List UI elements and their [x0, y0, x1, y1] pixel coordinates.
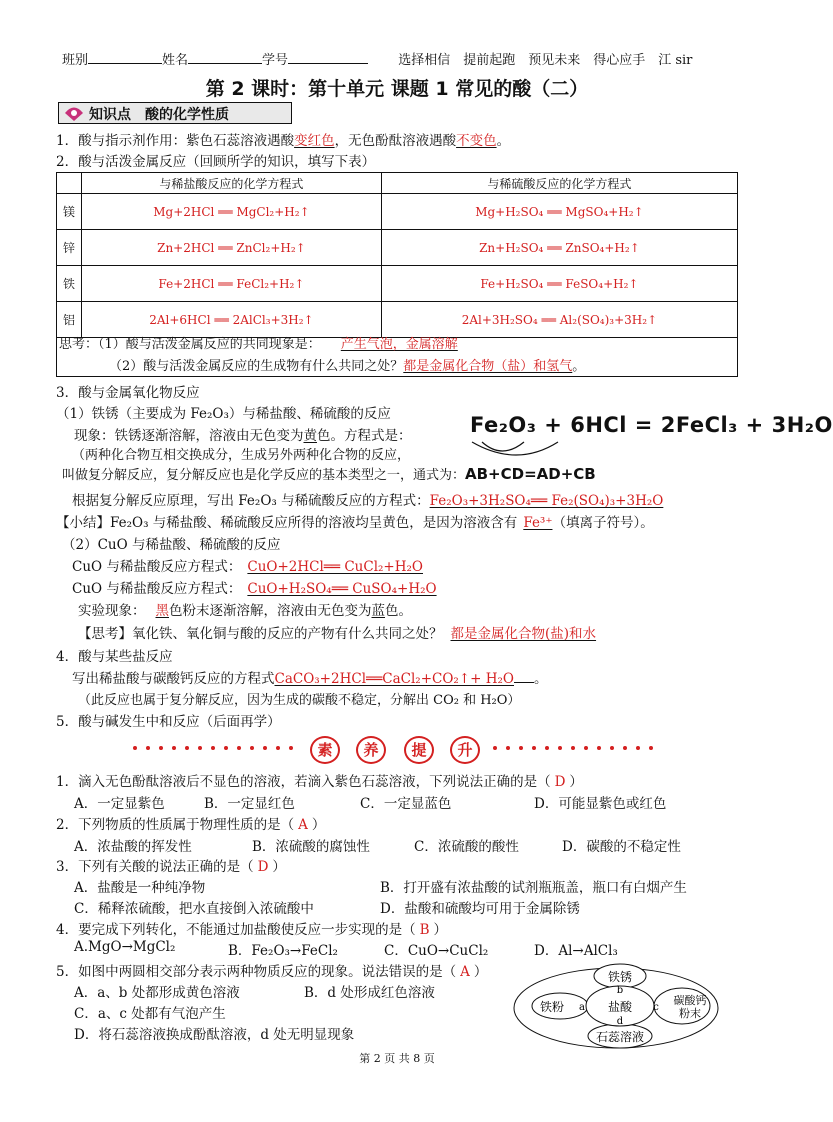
s3-answer-fe3-ion: Fe³⁺ — [523, 515, 553, 531]
s3-p10a: 实验现象： — [78, 603, 146, 619]
name-blank[interactable] — [188, 51, 262, 64]
s3-p6a: 【小结】Fe₂O₃ 与稀盐酸、稀硫酸反应所得的溶液均呈黄色，是因为溶液含有 — [56, 515, 518, 531]
q3-close: ） — [272, 859, 286, 875]
q3-option-b: B．打开盛有浓盐酸的试剂瓶瓶盖，瓶口有白烟产生 — [380, 880, 687, 896]
q4-option-d: D．Al→AlCl₃ — [534, 943, 618, 959]
think-box — [56, 330, 738, 377]
s1-text-c: ，无色酚酞溶液遇酸 — [334, 133, 457, 149]
hcl-equation: Fe+2HCl ══ FeCl₂+H₂↑ — [82, 266, 382, 302]
question-4 — [56, 918, 447, 938]
page-header — [62, 49, 692, 68]
banner-char-3: 提 — [404, 736, 434, 764]
s3-think — [78, 622, 596, 642]
q5-option-c: C．a、c 处都有气泡产生 — [74, 1006, 226, 1022]
s1-text-e: 。 — [496, 133, 511, 149]
s3-p9a: CuO 与稀盐酸反应方程式： — [72, 581, 242, 597]
s3-cuo-hcl — [72, 555, 423, 575]
section-4-title: 4．酸与某些盐反应 — [56, 649, 173, 665]
q3-option-c: C．稀释浓硫酸，把水直接倒入浓硫酸中 — [74, 901, 314, 917]
banner-char-2: 养 — [356, 736, 386, 764]
s3-rust-phenomenon — [74, 424, 412, 444]
s1-text-a: 1．酸与指示剂作用：紫色石蕊溶液遇酸 — [56, 133, 295, 149]
q2-close: ） — [311, 817, 326, 833]
label-iron: 铁粉 — [539, 1000, 565, 1014]
s3-p10e: 色。 — [385, 603, 412, 619]
s3-p11a: 【思考】氧化铁、氧化铜与酸的反应的产物有什么共同之处？ — [78, 626, 443, 642]
q1-close: ） — [569, 774, 583, 790]
s3-definition-1: （两种化合物互相交换成分，生成另外两种化合物的反应， — [72, 448, 411, 463]
s3-answer-black: 黑 — [155, 603, 169, 619]
s3-answer-cuo-hcl: CuO+2HCl══ CuCl₂+H₂O — [247, 559, 423, 575]
table-header-h2so4: 与稀硫酸反应的化学方程式 — [381, 173, 737, 194]
id-label: 学号 — [262, 53, 289, 68]
metal-name: 锌 — [57, 230, 82, 266]
s3-cuo-heading: （2）CuO 与稀盐酸、稀硫酸的反应 — [62, 537, 281, 553]
label-c: c — [653, 1002, 659, 1013]
s3-answer-cuo-h2so4: CuO+H₂SO₄══ CuSO₄+H₂O — [247, 581, 437, 597]
q1-answer: D — [554, 774, 566, 790]
s3-p6c: （填离子符号）。 — [552, 515, 654, 531]
s3-fe2o3-h2so4 — [72, 489, 663, 509]
q4-close: ） — [433, 922, 448, 938]
page-title: 第 2 课时：第十单元 课题 1 常见的酸（二） — [205, 78, 589, 100]
q3-option-d: D．盐酸和硫酸均可用于金属除锈 — [380, 901, 580, 917]
section-5-title: 5．酸与碱发生中和反应（后面再学） — [56, 714, 281, 730]
table-corner — [57, 173, 82, 194]
s1-answer-phenol: 不变色 — [456, 133, 497, 149]
q2-option-b: B．浓硫酸的腐蚀性 — [252, 839, 370, 855]
knowledge-point-bar — [58, 102, 292, 124]
q4-option-b: B．Fe₂O₃→FeCl₂ — [228, 943, 338, 959]
s1-answer-litmus: 变红色 — [294, 133, 335, 149]
q5-answer: A — [460, 964, 470, 980]
q1-option-b: B．一定显红色 — [204, 796, 295, 812]
q2-option-d: D．碳酸的不稳定性 — [562, 839, 681, 855]
s3-p10c: 色粉末逐渐溶解，溶液由无色变为 — [169, 603, 372, 619]
hcl-equation: Mg+2HCl ══ MgCl₂+H₂↑ — [82, 194, 382, 230]
s3-cuo-h2so4 — [72, 577, 437, 597]
q2-option-a: A．浓盐酸的挥发性 — [74, 839, 192, 855]
think-answer-1: 产生气泡，金属溶解 — [340, 337, 458, 352]
think-answer-2: 都是金属化合物（盐）和氢气 — [403, 359, 573, 374]
s4-caco3: 写出稀盐酸与碳酸钙反应的方程式CaCO₃+2HCl══CaCl₂+CO₂↑+ H₂O 。 — [72, 671, 548, 687]
s3-answer-fe2o3-h2so4: Fe₂O₃+3H₂SO₄══ Fe₂(SO₄)₃+3H₂O — [429, 493, 664, 509]
think-q1-text: 思考：（1）酸与活泼金属反应的共同现象是： — [59, 337, 321, 352]
page-footer: 第 2 页 共 8 页 — [359, 1052, 435, 1065]
banner-dots-right — [490, 735, 660, 761]
banner-char-1: 素 — [310, 736, 340, 764]
s3-answer-yellow: 黄 — [303, 428, 317, 444]
question-1 — [56, 770, 583, 790]
q3-stem: 3．下列有关酸的说法正确的是（ — [56, 859, 254, 875]
s3-cuo-phenomenon — [78, 599, 412, 619]
metal-reaction-table — [56, 172, 738, 338]
h2so4-equation: Fe+H₂SO₄ ══ FeSO₄+H₂↑ — [381, 266, 737, 302]
label-b: b — [616, 985, 624, 996]
class-label: 班别 — [62, 53, 89, 68]
think-q1 — [59, 333, 458, 352]
q3-answer: D — [257, 859, 269, 875]
section-3-title: 3．酸与金属氧化物反应 — [56, 385, 200, 401]
q5-stem: 5．如图中两圆相交部分表示两种物质反应的现象。说法错误的是（ — [56, 964, 457, 980]
label-caco3: 碳酸钙粉末 — [673, 994, 707, 1020]
q4-option-a: A.MgO→MgCl₂ — [74, 939, 176, 955]
metal-name: 镁 — [57, 194, 82, 230]
q2-stem: 2．下列物质的性质属于物理性质的是（ — [56, 817, 295, 833]
question-5 — [56, 960, 487, 980]
table-row — [57, 194, 738, 230]
s3-p4a: 叫做复分解反应，复分解反应也是化学反应的基本类型之一，通式为： — [62, 468, 466, 483]
knowledge-point-icon — [63, 104, 85, 122]
q5-option-a: A．a、b 处都形成黄色溶液 — [74, 985, 240, 1001]
s3-p5a: 根据复分解反应原理，写出 Fe₂O₃ 与稀硫酸反应的方程式： — [72, 493, 430, 509]
q1-option-d: D．可能显紫色或红色 — [534, 796, 667, 812]
table-row — [57, 266, 738, 302]
s3-answer-blue: 蓝 — [371, 603, 385, 619]
s4-answer-caco3: CaCO₃+2HCl══CaCl₂+CO₂↑+ H₂O — [274, 671, 514, 687]
exchange-arrows-diagram — [462, 412, 782, 464]
section-2-title: 2．酸与活泼金属反应（回顾所学的知识，填写下表） — [56, 154, 376, 170]
s3-rust-heading: （1）铁锈（主要成为 Fe₂O₃）与稀盐酸、稀硫酸的反应 — [56, 406, 391, 422]
metal-name: 铁 — [57, 266, 82, 302]
h2so4-equation: Mg+H₂SO₄ ══ MgSO₄+H₂↑ — [381, 194, 737, 230]
q4-answer: B — [419, 922, 430, 938]
label-rust: 铁锈 — [607, 970, 633, 984]
q2-answer: A — [298, 817, 308, 833]
table-header-hcl: 与稀盐酸反应的化学方程式 — [82, 173, 382, 194]
q5-close: ） — [473, 964, 488, 980]
s3-p2a: 现象：铁锈逐渐溶解，溶液由无色变为 — [74, 428, 304, 444]
s3-p8a: CuO 与稀盐酸反应方程式： — [72, 559, 242, 575]
name-label: 姓名 — [162, 53, 189, 68]
reaction-circles-diagram — [508, 960, 728, 1056]
q2-option-c: C．浓硫酸的酸性 — [414, 839, 519, 855]
rust-hcl-equation: Fe₂O₃ + 6HCl = 2FeCl₃ + 3H₂O — [470, 413, 833, 437]
knowledge-point-label: 知识点 酸的化学性质 — [89, 107, 229, 123]
s4-a: 写出稀盐酸与碳酸钙反应的方程式 — [72, 671, 275, 687]
table-row — [57, 230, 738, 266]
q1-stem: 1．滴入无色酚酞溶液后不显色的溶液，若滴入紫色石蕊溶液，下列说法正确的是（ — [56, 774, 551, 790]
class-blank[interactable] — [88, 51, 162, 64]
h2so4-equation: Zn+H₂SO₄ ══ ZnSO₄+H₂↑ — [381, 230, 737, 266]
label-a: a — [579, 1002, 585, 1013]
think-end: 。 — [572, 359, 586, 374]
s3-p2c: 色。方程式是： — [317, 428, 412, 444]
q1-option-a: A．一定显紫色 — [74, 796, 165, 812]
metal-name: 铝 — [57, 302, 82, 338]
s3-definition-2 — [62, 464, 596, 483]
id-blank[interactable] — [288, 51, 368, 64]
question-3 — [56, 855, 286, 875]
q4-option-c: C．CuO→CuCl₂ — [384, 943, 489, 959]
q4-stem: 4．要完成下列转化，不能通过加盐酸使反应一步实现的是（ — [56, 922, 416, 938]
h2so4-equation: 2Al+3H₂SO₄ ══ Al₂(SO₄)₃+3H₂↑ — [381, 302, 737, 338]
hcl-equation: Zn+2HCl ══ ZnCl₂+H₂↑ — [82, 230, 382, 266]
label-acid: 盐酸 — [607, 1000, 633, 1014]
s3-summary — [56, 511, 654, 531]
q3-option-a: A．盐酸是一种纯净物 — [74, 880, 206, 896]
q5-option-d: D．将石蕊溶液换成酚酞溶液，d 处无明显现象 — [74, 1027, 355, 1043]
q1-option-c: C．一定显蓝色 — [360, 796, 452, 812]
label-litmus: 石蕊溶液 — [595, 1030, 645, 1044]
section-1-indicators — [56, 129, 510, 149]
motto: 选择相信 提前起跑 预见未来 得心应手 江 sir — [398, 53, 693, 68]
banner-dots-left — [130, 735, 300, 761]
general-formula: AB+CD=AD+CB — [465, 465, 596, 483]
think-q2-text: （2）酸与活泼金属反应的生成物有什么共同之处？ — [109, 359, 404, 374]
s4-note: （此反应也属于复分解反应，因为生成的碳酸不稳定，分解出 CO₂ 和 H₂O） — [78, 693, 521, 708]
banner-char-4: 升 — [450, 736, 480, 764]
q5-option-b: B．d 处形成红色溶液 — [304, 985, 435, 1001]
s3-answer-salt-water: 都是金属化合物(盐)和水 — [450, 626, 597, 642]
question-2 — [56, 813, 325, 833]
hcl-equation: 2Al+6HCl ══ 2AlCl₃+3H₂↑ — [82, 302, 382, 338]
label-d: d — [616, 1016, 624, 1027]
think-q2 — [109, 355, 585, 374]
